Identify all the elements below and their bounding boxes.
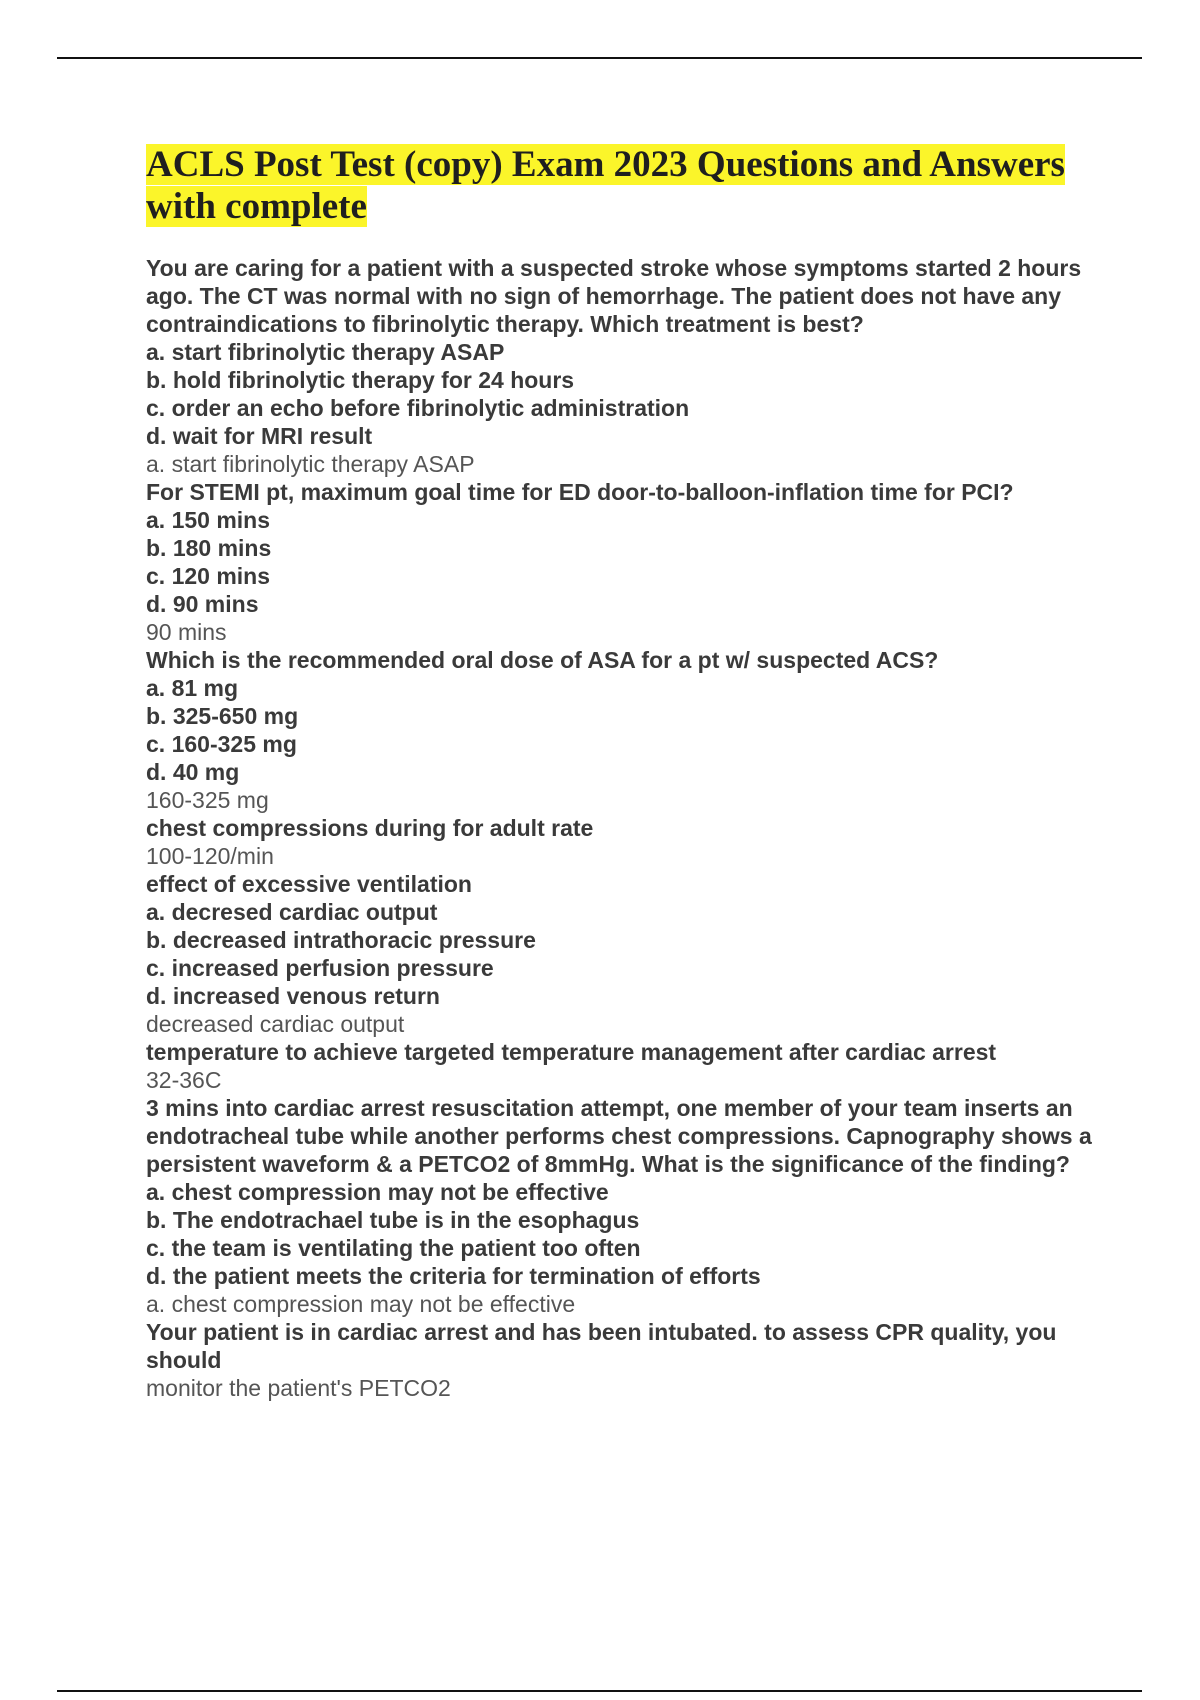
qa-item-1 [146,254,1096,478]
qa-item-2 [146,478,1096,646]
answer-text: a. chest compression may not be effective [146,1291,576,1317]
option-d: d. the patient meets the criteria for termination of efforts [146,1263,761,1289]
qa-item-5 [146,870,1096,1038]
option-b: b. 180 mins [146,535,272,561]
document-body [146,144,1096,1402]
option-c: c. order an echo before fibrinolytic administration [146,395,690,421]
option-b: b. The endotrachael tube is in the esophagus [146,1207,640,1233]
option-a: a. chest compression may not be effective [146,1179,609,1205]
option-c: c. 120 mins [146,563,271,589]
option-b: b. hold fibrinolytic therapy for 24 hours [146,367,575,393]
answer-text: a. start fibrinolytic therapy ASAP [146,451,475,477]
highlighted-title-text: ACLS Post Test (copy) Exam 2023 Questions and Answers with complete [146,144,1065,227]
option-b: b. decreased intrathoracic pressure [146,927,536,953]
option-c: c. increased perfusion pressure [146,955,494,981]
option-a: a. start fibrinolytic therapy ASAP [146,339,505,365]
question-text: temperature to achieve targeted temperature management after cardiac arrest [146,1039,997,1065]
answer-text: 32-36C [146,1067,222,1093]
answer-text: 160-325 mg [146,787,269,813]
option-b: b. 325-650 mg [146,703,299,729]
option-d: d. increased venous return [146,983,440,1009]
question-text: For STEMI pt, maximum goal time for ED door-to-balloon-inflation time for PCI? [146,479,1014,505]
answer-text: monitor the patient's PETCO2 [146,1375,451,1401]
option-a: a. 150 mins [146,507,271,533]
qa-item-8 [146,1318,1096,1402]
page-title [146,144,1096,228]
question-text: You are caring for a patient with a suspected stroke whose symptoms started 2 hours ago. The CT was normal with no sign of hemorrhage. The patient does not have any contraindications to fibrinolytic therapy. Which treatment is best? [146,255,1082,337]
option-d: d. wait for MRI result [146,423,373,449]
option-d: d. 40 mg [146,759,240,785]
qa-item-3 [146,646,1096,814]
answer-text: decreased cardiac output [146,1011,405,1037]
answer-text: 90 mins [146,619,227,645]
question-text: Your patient is in cardiac arrest and has been intubated. to assess CPR quality, you should [146,1319,1057,1373]
question-text: chest compressions during for adult rate [146,815,594,841]
qa-item-6 [146,1038,1096,1094]
question-text: Which is the recommended oral dose of ASA for a pt w/ suspected ACS? [146,647,939,673]
option-d: d. 90 mins [146,591,259,617]
bottom-rule [57,1690,1142,1692]
option-a: a. 81 mg [146,675,239,701]
top-rule [57,57,1142,59]
option-c: c. 160-325 mg [146,731,297,757]
question-text: 3 mins into cardiac arrest resuscitation attempt, one member of your team inserts an endotracheal tube while another performs chest compressions. Capnography shows a persistent waveform & a PETCO2 of 8mmHg. What is the significance of the finding? [146,1095,1092,1177]
option-c: c. the team is ventilating the patient too often [146,1235,641,1261]
option-a: a. decresed cardiac output [146,899,438,925]
answer-text: 100-120/min [146,843,274,869]
qa-item-4 [146,814,1096,870]
question-text: effect of excessive ventilation [146,871,472,897]
qa-item-7 [146,1094,1096,1318]
